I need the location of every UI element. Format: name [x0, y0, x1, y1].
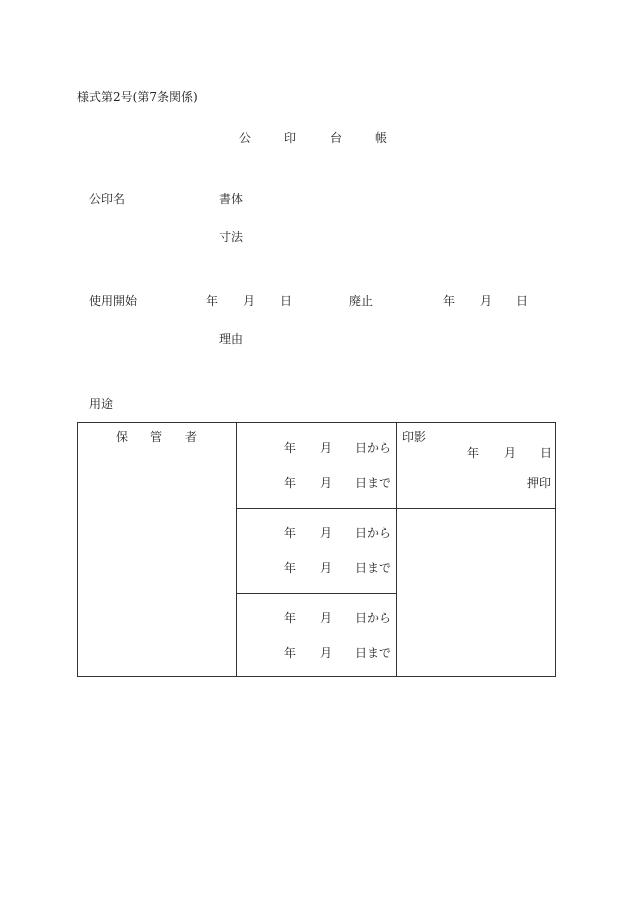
custody-table: [77, 422, 556, 677]
title-char: 台: [330, 131, 343, 145]
table-divider: [236, 508, 556, 509]
period-year: 年: [284, 561, 297, 575]
seal-name-label: 公印名: [89, 192, 126, 206]
start-use-label: 使用開始: [89, 294, 138, 308]
period-year: 年: [284, 646, 297, 660]
start-year: 年: [206, 294, 219, 308]
title-char: 印: [284, 131, 297, 145]
typeface-label: 書体: [219, 192, 244, 206]
stamp-label: 押印: [527, 476, 552, 490]
period-to-day: 日まで: [355, 561, 392, 575]
table-divider: [396, 423, 397, 676]
start-month: 月: [243, 294, 256, 308]
title-char: 帳: [375, 131, 388, 145]
abolition-year: 年: [443, 294, 456, 308]
table-divider: [236, 423, 237, 676]
title-char: 公: [239, 131, 252, 145]
reason-label: 理由: [219, 332, 244, 346]
seal-impression-label: 印影: [402, 430, 427, 444]
period-month: 月: [320, 611, 333, 625]
table-divider: [236, 593, 396, 594]
purpose-label: 用途: [89, 397, 114, 411]
period-from-day: 日から: [355, 441, 392, 455]
seal-month: 月: [504, 446, 517, 460]
custodian-char: 保: [116, 430, 129, 444]
period-year: 年: [284, 476, 297, 490]
period-month: 月: [320, 441, 333, 455]
period-to-day: 日まで: [355, 646, 392, 660]
period-month: 月: [320, 646, 333, 660]
dimensions-label: 寸法: [219, 230, 244, 244]
period-year: 年: [284, 611, 297, 625]
period-from-day: 日から: [355, 611, 392, 625]
form-number: 様式第2号(第7条関係): [77, 90, 198, 104]
period-month: 月: [320, 476, 333, 490]
seal-year: 年: [467, 446, 480, 460]
custodian-char: 者: [185, 430, 198, 444]
period-month: 月: [320, 561, 333, 575]
period-year: 年: [284, 526, 297, 540]
abolition-label: 廃止: [349, 294, 374, 308]
period-from-day: 日から: [355, 526, 392, 540]
period-to-day: 日まで: [355, 476, 392, 490]
abolition-month: 月: [480, 294, 493, 308]
abolition-day: 日: [516, 294, 529, 308]
seal-day: 日: [540, 446, 553, 460]
period-month: 月: [320, 526, 333, 540]
custodian-char: 管: [150, 430, 163, 444]
start-day: 日: [280, 294, 293, 308]
period-year: 年: [284, 441, 297, 455]
